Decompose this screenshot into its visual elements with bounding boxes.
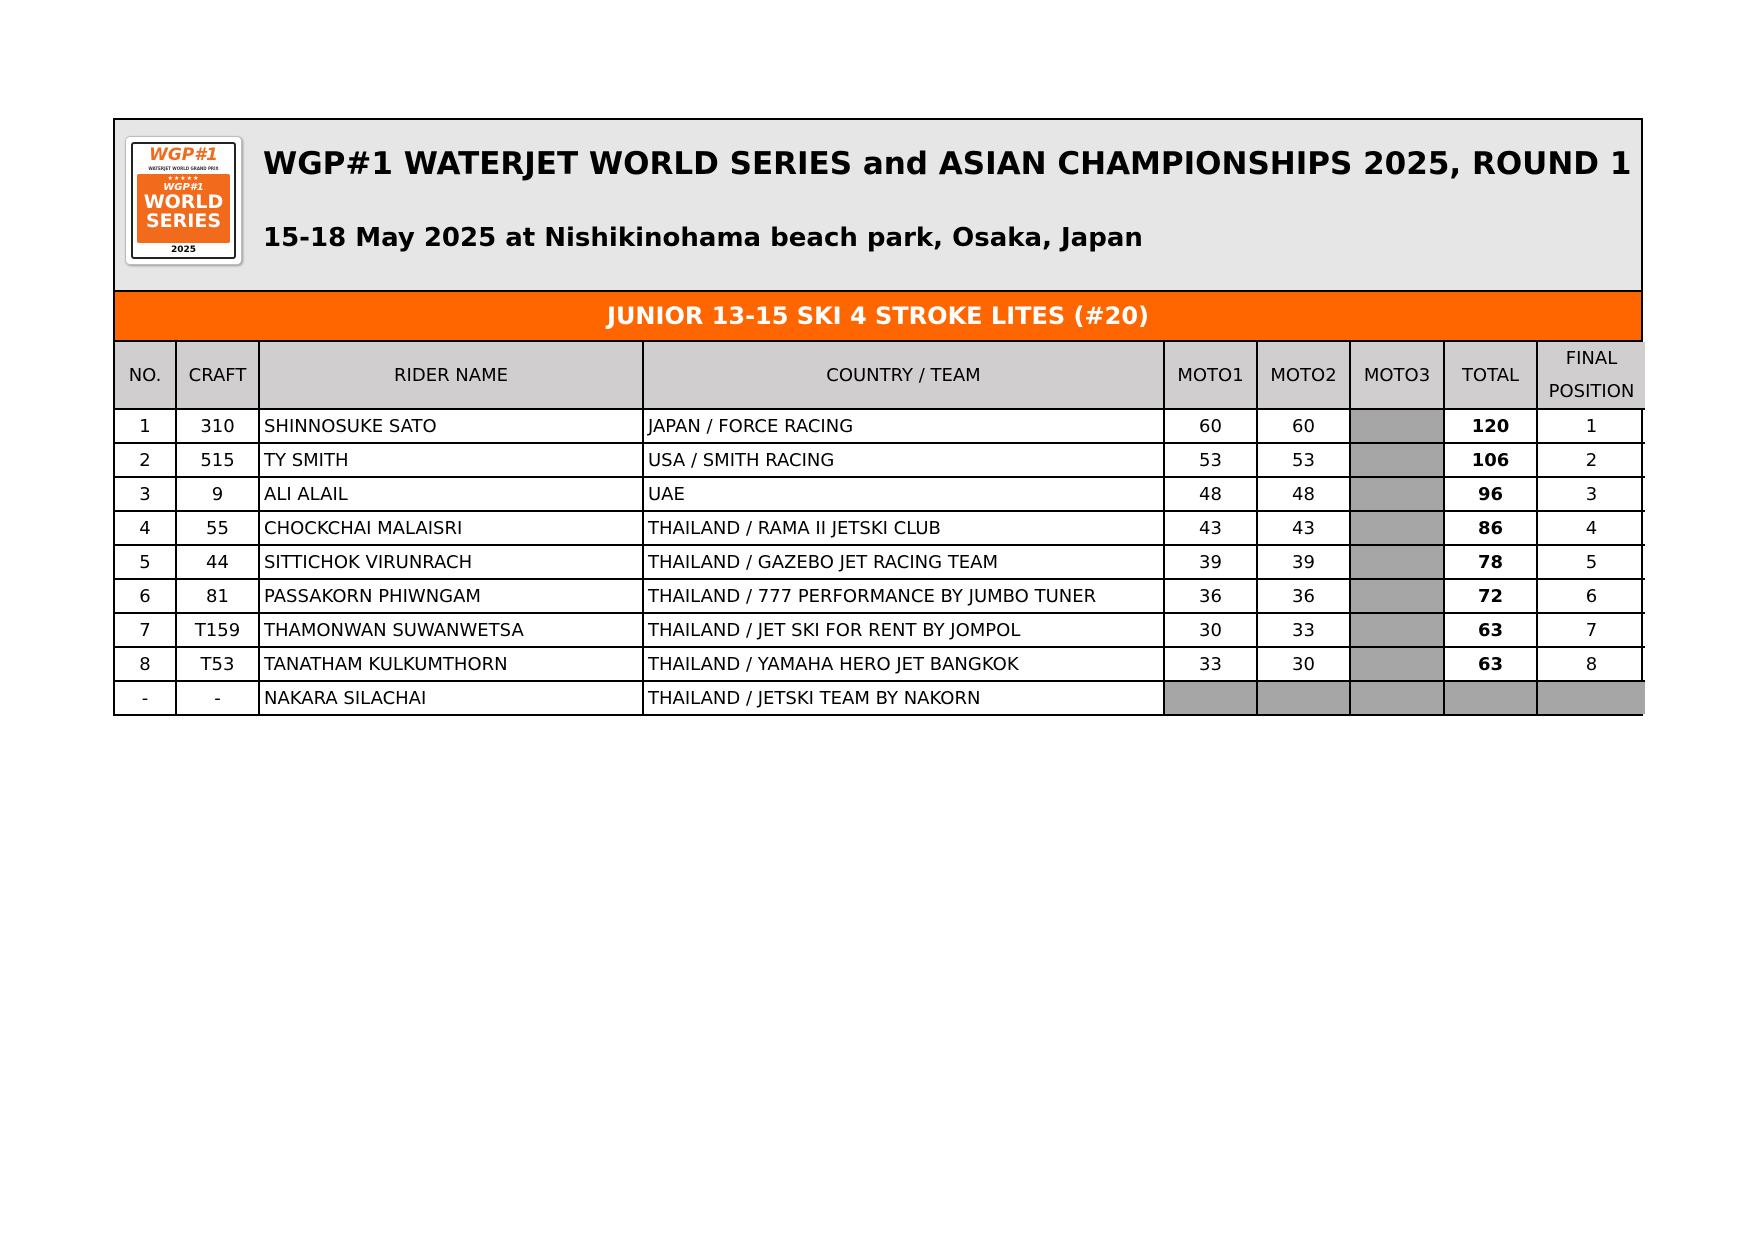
wgp-world-series-logo xyxy=(125,136,242,265)
cell-craft: 310 xyxy=(176,409,259,443)
table-row xyxy=(115,681,1645,714)
cell-craft: - xyxy=(176,681,259,714)
cell-total: 106 xyxy=(1444,443,1537,477)
cell-moto2: 30 xyxy=(1257,647,1350,681)
cell-moto2: 53 xyxy=(1257,443,1350,477)
cell-final: 4 xyxy=(1537,511,1645,545)
cell-final: 2 xyxy=(1537,443,1645,477)
cell-no: 4 xyxy=(115,511,176,545)
cell-moto2: 48 xyxy=(1257,477,1350,511)
results-table xyxy=(115,342,1645,714)
cell-rider: SHINNOSUKE SATO xyxy=(259,409,643,443)
cell-moto1: 53 xyxy=(1164,443,1257,477)
cell-final: 6 xyxy=(1537,579,1645,613)
logo-stars-icon: ★★★★★ xyxy=(167,175,200,182)
column-header-total: TOTAL xyxy=(1444,342,1537,409)
table-row xyxy=(115,511,1645,545)
cell-moto1: 30 xyxy=(1164,613,1257,647)
cell-total xyxy=(1444,681,1537,714)
cell-team: THAILAND / YAMAHA HERO JET BANGKOK xyxy=(643,647,1164,681)
cell-rider: ALI ALAIL xyxy=(259,477,643,511)
cell-team: USA / SMITH RACING xyxy=(643,443,1164,477)
results-sheet xyxy=(113,118,1643,716)
cell-craft: 55 xyxy=(176,511,259,545)
cell-no: 1 xyxy=(115,409,176,443)
event-subtitle: 15-18 May 2025 at Nishikinohama beach park, Osaka, Japan xyxy=(263,223,1143,253)
event-header xyxy=(115,120,1641,292)
cell-final xyxy=(1537,681,1645,714)
cell-total: 96 xyxy=(1444,477,1537,511)
column-header-team: COUNTRY / TEAM xyxy=(643,342,1164,409)
cell-craft: T53 xyxy=(176,647,259,681)
cell-moto3 xyxy=(1350,409,1444,443)
cell-moto3 xyxy=(1350,511,1444,545)
cell-rider: THAMONWAN SUWANWETSA xyxy=(259,613,643,647)
cell-no: 8 xyxy=(115,647,176,681)
table-row xyxy=(115,579,1645,613)
cell-no: 6 xyxy=(115,579,176,613)
cell-rider: SITTICHOK VIRUNRACH xyxy=(259,545,643,579)
cell-no: 7 xyxy=(115,613,176,647)
table-row xyxy=(115,409,1645,443)
cell-no: 2 xyxy=(115,443,176,477)
table-header-row xyxy=(115,342,1645,409)
cell-rider: CHOCKCHAI MALAISRI xyxy=(259,511,643,545)
logo-badge: ★★★★★ WGP#1 WORLD SERIES xyxy=(137,174,230,243)
cell-final: 5 xyxy=(1537,545,1645,579)
column-header-no: NO. xyxy=(115,342,176,409)
cell-moto1: 39 xyxy=(1164,545,1257,579)
cell-moto3 xyxy=(1350,579,1444,613)
event-title: WGP#1 WATERJET WORLD SERIES and ASIAN CHAMPIONSHIPS 2025, ROUND 1 xyxy=(263,146,1632,182)
cell-team: THAILAND / JET SKI FOR RENT BY JOMPOL xyxy=(643,613,1164,647)
cell-no: - xyxy=(115,681,176,714)
cell-moto1: 60 xyxy=(1164,409,1257,443)
cell-craft: 9 xyxy=(176,477,259,511)
cell-team: THAILAND / JETSKI TEAM BY NAKORN xyxy=(643,681,1164,714)
cell-moto2: 36 xyxy=(1257,579,1350,613)
table-row xyxy=(115,545,1645,579)
cell-team: JAPAN / FORCE RACING xyxy=(643,409,1164,443)
cell-rider: TANATHAM KULKUMTHORN xyxy=(259,647,643,681)
cell-moto2: 39 xyxy=(1257,545,1350,579)
cell-no: 5 xyxy=(115,545,176,579)
cell-moto2: 60 xyxy=(1257,409,1350,443)
table-row xyxy=(115,647,1645,681)
cell-craft: 81 xyxy=(176,579,259,613)
column-header-moto3: MOTO3 xyxy=(1350,342,1444,409)
cell-total: 78 xyxy=(1444,545,1537,579)
cell-total: 86 xyxy=(1444,511,1537,545)
column-header-moto2: MOTO2 xyxy=(1257,342,1350,409)
cell-total: 63 xyxy=(1444,613,1537,647)
cell-craft: 44 xyxy=(176,545,259,579)
cell-final: 7 xyxy=(1537,613,1645,647)
cell-moto3 xyxy=(1350,613,1444,647)
cell-craft: 515 xyxy=(176,443,259,477)
cell-rider: NAKARA SILACHAI xyxy=(259,681,643,714)
cell-moto3 xyxy=(1350,477,1444,511)
column-header-craft: CRAFT xyxy=(176,342,259,409)
column-header-rider: RIDER NAME xyxy=(259,342,643,409)
logo-brand: WGP#1 WATERJET WORLD GRAND PRIX xyxy=(148,145,219,171)
cell-rider: PASSAKORN PHIWNGAM xyxy=(259,579,643,613)
cell-moto1 xyxy=(1164,681,1257,714)
cell-moto1: 43 xyxy=(1164,511,1257,545)
cell-total: 120 xyxy=(1444,409,1537,443)
cell-team: THAILAND / 777 PERFORMANCE BY JUMBO TUNER xyxy=(643,579,1164,613)
cell-final: 3 xyxy=(1537,477,1645,511)
cell-moto3 xyxy=(1350,443,1444,477)
cell-moto3 xyxy=(1350,545,1444,579)
cell-total: 63 xyxy=(1444,647,1537,681)
cell-total: 72 xyxy=(1444,579,1537,613)
cell-rider: TY SMITH xyxy=(259,443,643,477)
cell-moto3 xyxy=(1350,647,1444,681)
cell-moto1: 33 xyxy=(1164,647,1257,681)
cell-team: THAILAND / RAMA II JETSKI CLUB xyxy=(643,511,1164,545)
table-row xyxy=(115,443,1645,477)
table-row xyxy=(115,613,1645,647)
cell-final: 1 xyxy=(1537,409,1645,443)
cell-moto2 xyxy=(1257,681,1350,714)
cell-moto1: 36 xyxy=(1164,579,1257,613)
table-row xyxy=(115,477,1645,511)
column-header-final-position: FINAL POSITION xyxy=(1537,342,1645,409)
cell-moto3 xyxy=(1350,681,1444,714)
cell-craft: T159 xyxy=(176,613,259,647)
cell-team: THAILAND / GAZEBO JET RACING TEAM xyxy=(643,545,1164,579)
cell-final: 8 xyxy=(1537,647,1645,681)
cell-moto2: 43 xyxy=(1257,511,1350,545)
logo-year: 2025 xyxy=(170,245,197,255)
cell-moto2: 33 xyxy=(1257,613,1350,647)
cell-moto1: 48 xyxy=(1164,477,1257,511)
column-header-moto1: MOTO1 xyxy=(1164,342,1257,409)
results-body xyxy=(115,409,1645,714)
category-banner: JUNIOR 13-15 SKI 4 STROKE LITES (#20) xyxy=(115,292,1641,342)
cell-team: UAE xyxy=(643,477,1164,511)
cell-no: 3 xyxy=(115,477,176,511)
